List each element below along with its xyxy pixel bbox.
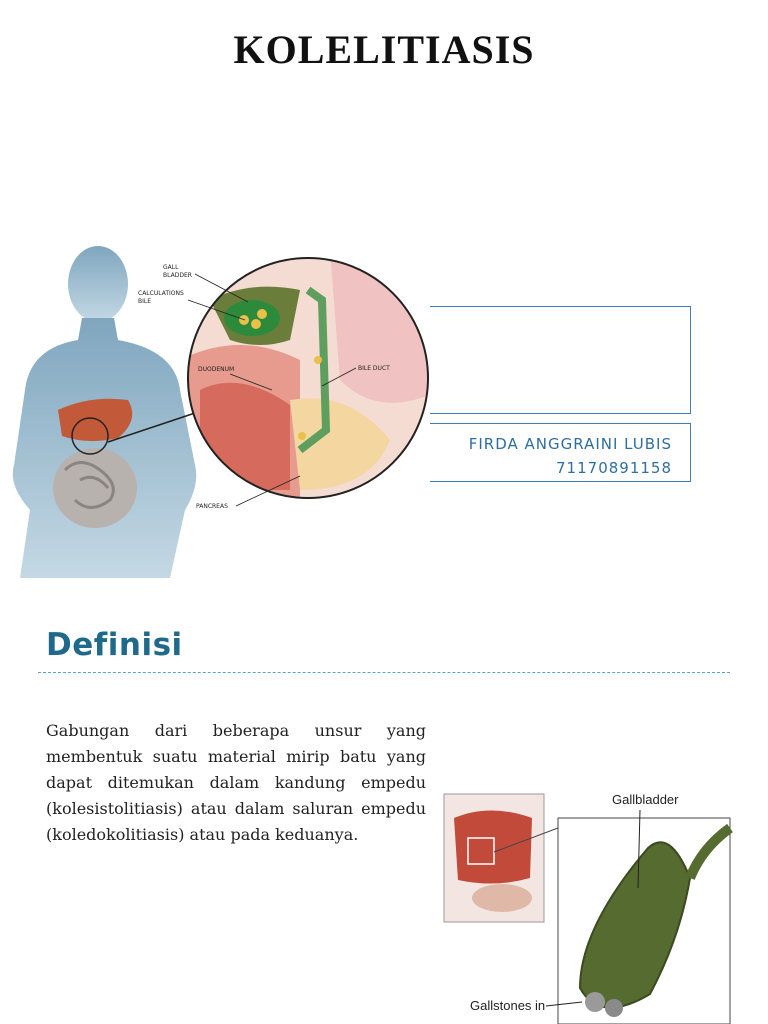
magnified-view [180,250,440,510]
gallbladder-anatomy-illustration [0,240,440,578]
label-duodenum: DUODENUM [198,366,235,373]
label-bile-duct: BILE DUCT [358,365,390,372]
gallstones-illustration [440,788,768,1024]
definition-slide [0,590,768,1024]
intestines-icon [53,448,137,528]
subtitle-box [430,306,691,414]
slide-title: KOLELITIASIS [233,27,535,72]
author-name: FIRDA ANGGRAINI LUBIS [468,435,672,453]
label-gallstones: Gallstones in [470,998,546,1013]
label-calculations: CALCULATIONS [138,290,184,297]
label-bladder: BLADDER [163,272,192,279]
dashed-divider [38,672,730,673]
definition-heading: Definisi [46,627,183,663]
label-pancreas: PANCREAS [196,503,228,510]
definition-text: Gabungan dari beberapa unsur yang membentuk suatu material mirip batu yang dapat ditemukan dalam kandung empedu (kolesistolitiasis) atau dalam saluran empedu (koledokolitiasis) atau pada keduanya. [46,721,426,844]
label-bile: BILE [138,298,152,305]
author-box [430,423,691,482]
student-id: 71170891158 [556,459,672,477]
label-gall: GALL [163,264,179,271]
label-gallbladder: Gallbladder [612,792,679,807]
